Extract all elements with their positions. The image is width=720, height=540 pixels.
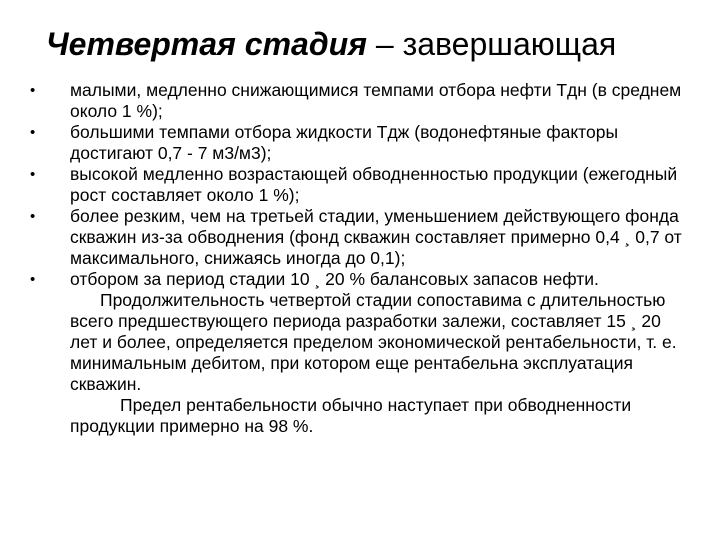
bullet-item [28, 122, 688, 164]
bullet-icon: • [30, 82, 36, 99]
bullet-icon: • [30, 166, 36, 183]
bullet-item [28, 206, 688, 269]
bullet-text: большими темпами отбора жидкости Тдж (водонефтяные факторы достигают 0,7 - 7 м3/м3); [70, 122, 619, 163]
paragraph-profitability-limit: Предел рентабельности обычно наступает при обводненности продукции примерно на 98 %. [70, 395, 632, 436]
bullet-list [28, 80, 688, 290]
bullet-text: более резким, чем на третьей стадии, уменьшением действующего фонда скважин из-за обводнения (фонд скважин составляет примерно 0,4 ¸ 0,7 от максимального, снижаясь иногда до 0,1); [70, 206, 682, 268]
bullet-icon: • [30, 208, 36, 225]
bullet-text: высокой медленно возрастающей обводненностью продукции (ежегодный рост составляет около 1 %); [70, 164, 678, 205]
title-rest: – завершающая [366, 26, 617, 62]
bullet-item [28, 269, 688, 290]
title-emphasis: Четвертая стадия [46, 26, 367, 62]
bullet-icon: • [30, 271, 36, 288]
bullet-item [28, 164, 688, 206]
bullet-icon: • [30, 124, 36, 141]
bullet-item [28, 80, 688, 122]
paragraph-duration: Продолжительность четвертой стадии сопоставима с длительностью всего предшествующего периода разработки залежи, составляет 15 ¸ 20 лет и более, определяется пределом экономической рентабельности, т. е. минимальным дебитом, при котором еще рентабельна эксплуатация скважин. [70, 290, 677, 394]
bullet-text: малыми, медленно снижающимися темпами отбора нефти Тдн (в среднем около 1 %); [70, 80, 682, 121]
slide-body [28, 80, 688, 437]
bullet-text: отбором за период стадии 10 ¸ 20 % балансовых запасов нефти. [70, 269, 599, 289]
slide-title [46, 20, 706, 68]
